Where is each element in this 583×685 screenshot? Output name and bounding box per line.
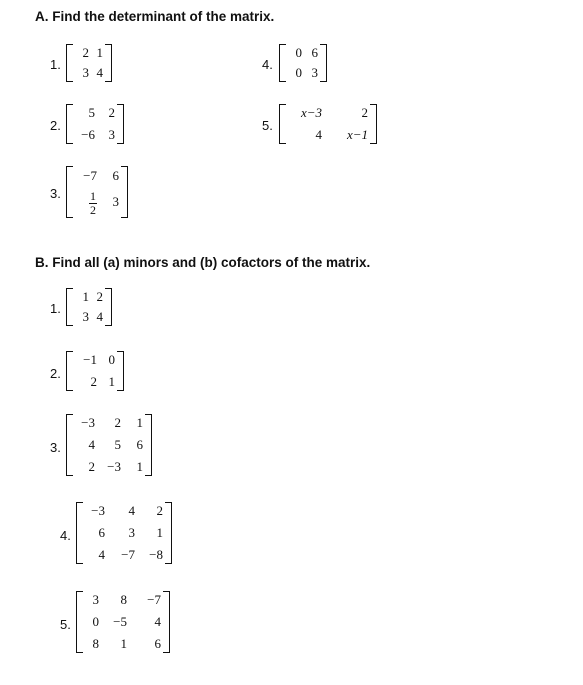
matrix-cell: 6 [112, 167, 119, 183]
matrix-cell: −3 [107, 459, 121, 474]
matrix-cell: 8 [120, 592, 127, 607]
fraction-one-half [89, 188, 97, 217]
matrix-cell: 3 [82, 65, 89, 80]
problem-b1-matrix [66, 288, 112, 326]
matrix-cell: 0 [108, 352, 115, 368]
matrix-cell: −1 [83, 352, 97, 368]
matrix-cell: 2 [156, 503, 163, 518]
problem-a4-number: 4. [262, 57, 273, 72]
matrix-cell: 3 [311, 65, 318, 80]
problem-b3-number: 3. [50, 440, 61, 455]
matrix-cell: 2 [108, 105, 115, 121]
matrix-cell: −5 [113, 614, 127, 629]
problem-a1-number: 1. [50, 57, 61, 72]
problem-a1-matrix [66, 44, 112, 82]
matrix-cell: −6 [81, 126, 95, 142]
problem-a5-matrix [279, 104, 377, 144]
fraction-numerator: 1 [90, 188, 96, 203]
section-b-title: B. Find all (a) minors and (b) cofactors of the matrix. [35, 255, 371, 270]
matrix-cell: 2 [96, 289, 103, 304]
matrix-cell: 0 [295, 45, 302, 60]
matrix-cell: 6 [98, 525, 105, 540]
problem-b5-matrix [76, 591, 170, 653]
matrix-cell: 4 [98, 547, 105, 562]
matrix-cell: 4 [88, 437, 95, 452]
matrix-cell: 4 [128, 503, 135, 518]
matrix-cell: 6 [311, 45, 318, 60]
matrix-cell: 1 [156, 525, 163, 540]
matrix-cell: 1 [136, 415, 143, 430]
matrix-cell: 1 [96, 45, 103, 60]
problem-b4-matrix [76, 502, 172, 564]
matrix-cell: 0 [295, 65, 302, 80]
problem-a5-number: 5. [262, 118, 273, 133]
section-a-title: A. Find the determinant of the matrix. [35, 9, 275, 24]
problem-b2-number: 2. [50, 366, 61, 381]
matrix-cell: −8 [149, 547, 163, 562]
matrix-cell: −7 [121, 547, 135, 562]
matrix-cell: 5 [88, 105, 95, 121]
matrix-cell: 6 [136, 437, 143, 452]
matrix-cell: 3 [82, 309, 89, 324]
matrix-cell: 1 [108, 373, 115, 389]
matrix-cell: 1 [120, 636, 127, 651]
matrix-cell: −7 [147, 592, 161, 607]
problem-a4-matrix [279, 44, 327, 82]
matrix-cell: 8 [92, 636, 99, 651]
problem-a3-number: 3. [50, 186, 61, 201]
matrix-cell: 2 [361, 105, 368, 121]
matrix-cell: 1 [82, 289, 89, 304]
matrix-cell: 3 [112, 194, 119, 209]
matrix-cell: 4 [315, 126, 322, 142]
matrix-cell: 4 [154, 614, 161, 629]
matrix-cell: 2 [82, 45, 89, 60]
matrix-cell: 6 [154, 636, 161, 651]
matrix-cell: −7 [83, 167, 97, 183]
matrix-cell [89, 189, 97, 216]
problem-a3-matrix [66, 166, 128, 218]
fraction-denominator: 2 [90, 202, 96, 217]
matrix-cell: 2 [88, 459, 95, 474]
matrix-cell: 4 [96, 65, 103, 80]
matrix-cell: 0 [92, 614, 99, 629]
matrix-cell: x−1 [346, 126, 368, 142]
problem-b1-number: 1. [50, 301, 61, 316]
matrix-cell: 3 [128, 525, 135, 540]
problem-b2-matrix [66, 351, 124, 391]
problem-b4-number: 4. [60, 528, 71, 543]
problem-a2-number: 2. [50, 118, 61, 133]
matrix-cell: 4 [96, 309, 103, 324]
matrix-cell: −3 [91, 503, 105, 518]
matrix-cell: 3 [92, 592, 99, 607]
matrix-cell: 5 [114, 437, 121, 452]
matrix-cell: 3 [108, 126, 115, 142]
problem-b3-matrix [66, 414, 152, 476]
matrix-cell: 1 [136, 459, 143, 474]
matrix-cell: −3 [81, 415, 95, 430]
matrix-cell: x−3 [300, 105, 322, 121]
matrix-cell: 2 [114, 415, 121, 430]
problem-a2-matrix [66, 104, 124, 144]
matrix-cell: 2 [90, 373, 97, 389]
problem-b5-number: 5. [60, 617, 71, 632]
